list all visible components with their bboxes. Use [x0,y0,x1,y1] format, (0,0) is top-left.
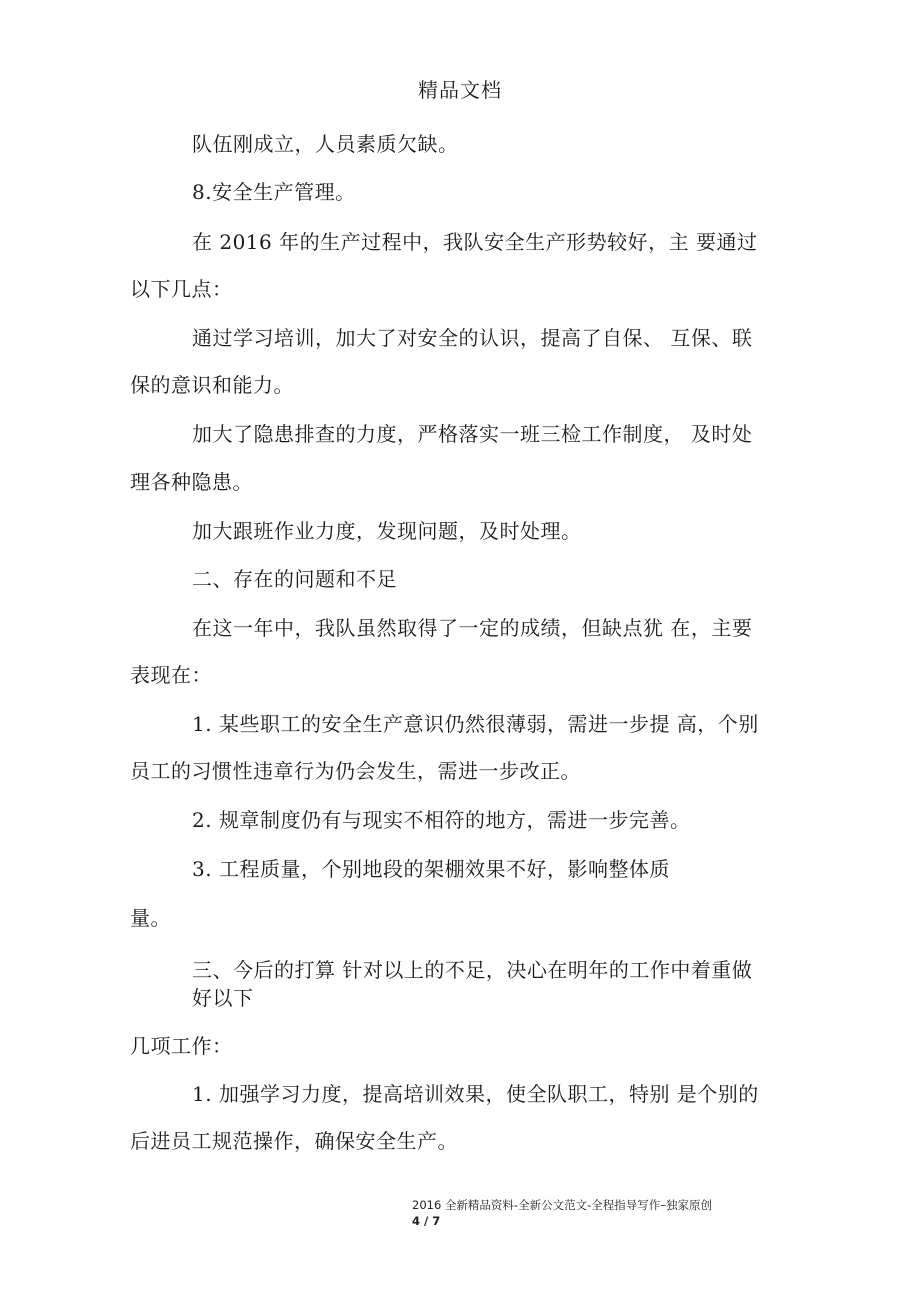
paragraph-line: 表现在： [130,663,212,687]
list-item-line: 量。 [130,906,171,930]
paragraph-line: 在这一年中，我队虽然取得了一定的成绩，但缺点犹 在，主要 [192,616,753,640]
section-heading: 8.安全生产管理。 [192,180,356,204]
paragraph-line: 保的意识和能力。 [130,373,294,397]
list-item-line: 2. 规章制度仍有与现实不相符的地方，需进一步完善。 [192,808,691,832]
list-item-line: 3. 工程质量，个别地段的架棚效果不好，影响整体质 [192,857,670,881]
page-header-title: 精品文档 [418,78,502,102]
section-heading: 三、今后的打算 针对以上的不足，决心在明年的工作中着重做 [192,958,753,982]
paragraph-line: 加大了隐患排查的力度，严格落实一班三检工作制度， 及时处 [192,422,753,446]
section-heading: 二、存在的问题和不足 [192,567,397,591]
paragraph-line: 在 2016 年的生产过程中，我队安全生产形势较好，主 要通过 [192,230,758,254]
paragraph-line: 队伍刚成立，人员素质欠缺。 [192,132,459,156]
paragraph-line: 通过学习培训，加大了对安全的认识，提高了自保、 互保、联 [192,326,753,350]
list-item-line: 员工的习惯性违章行为仍会发生，需进一步改正。 [130,759,581,783]
paragraph-line: 加大跟班作业力度，发现问题，及时处理。 [192,519,582,543]
page-number: 4 / 7 [412,1214,441,1228]
footer-source: 2016 全新精品资料-全新公文范文-全程指导写作–独家原创 [412,1198,712,1212]
paragraph-line: 几项工作： [130,1034,233,1058]
paragraph-line: 理各种隐患。 [130,470,253,494]
paragraph-line: 好以下 [192,986,254,1010]
list-item-line: 1. 加强学习力度，提高培训效果，使全队职工，特别 是个别的 [192,1082,759,1106]
list-item-line: 后进员工规范操作，确保安全生产。 [130,1129,458,1153]
list-item-line: 1. 某些职工的安全生产意识仍然很薄弱，需进一步提 高，个别 [192,712,759,736]
paragraph-line: 以下几点： [130,277,233,301]
